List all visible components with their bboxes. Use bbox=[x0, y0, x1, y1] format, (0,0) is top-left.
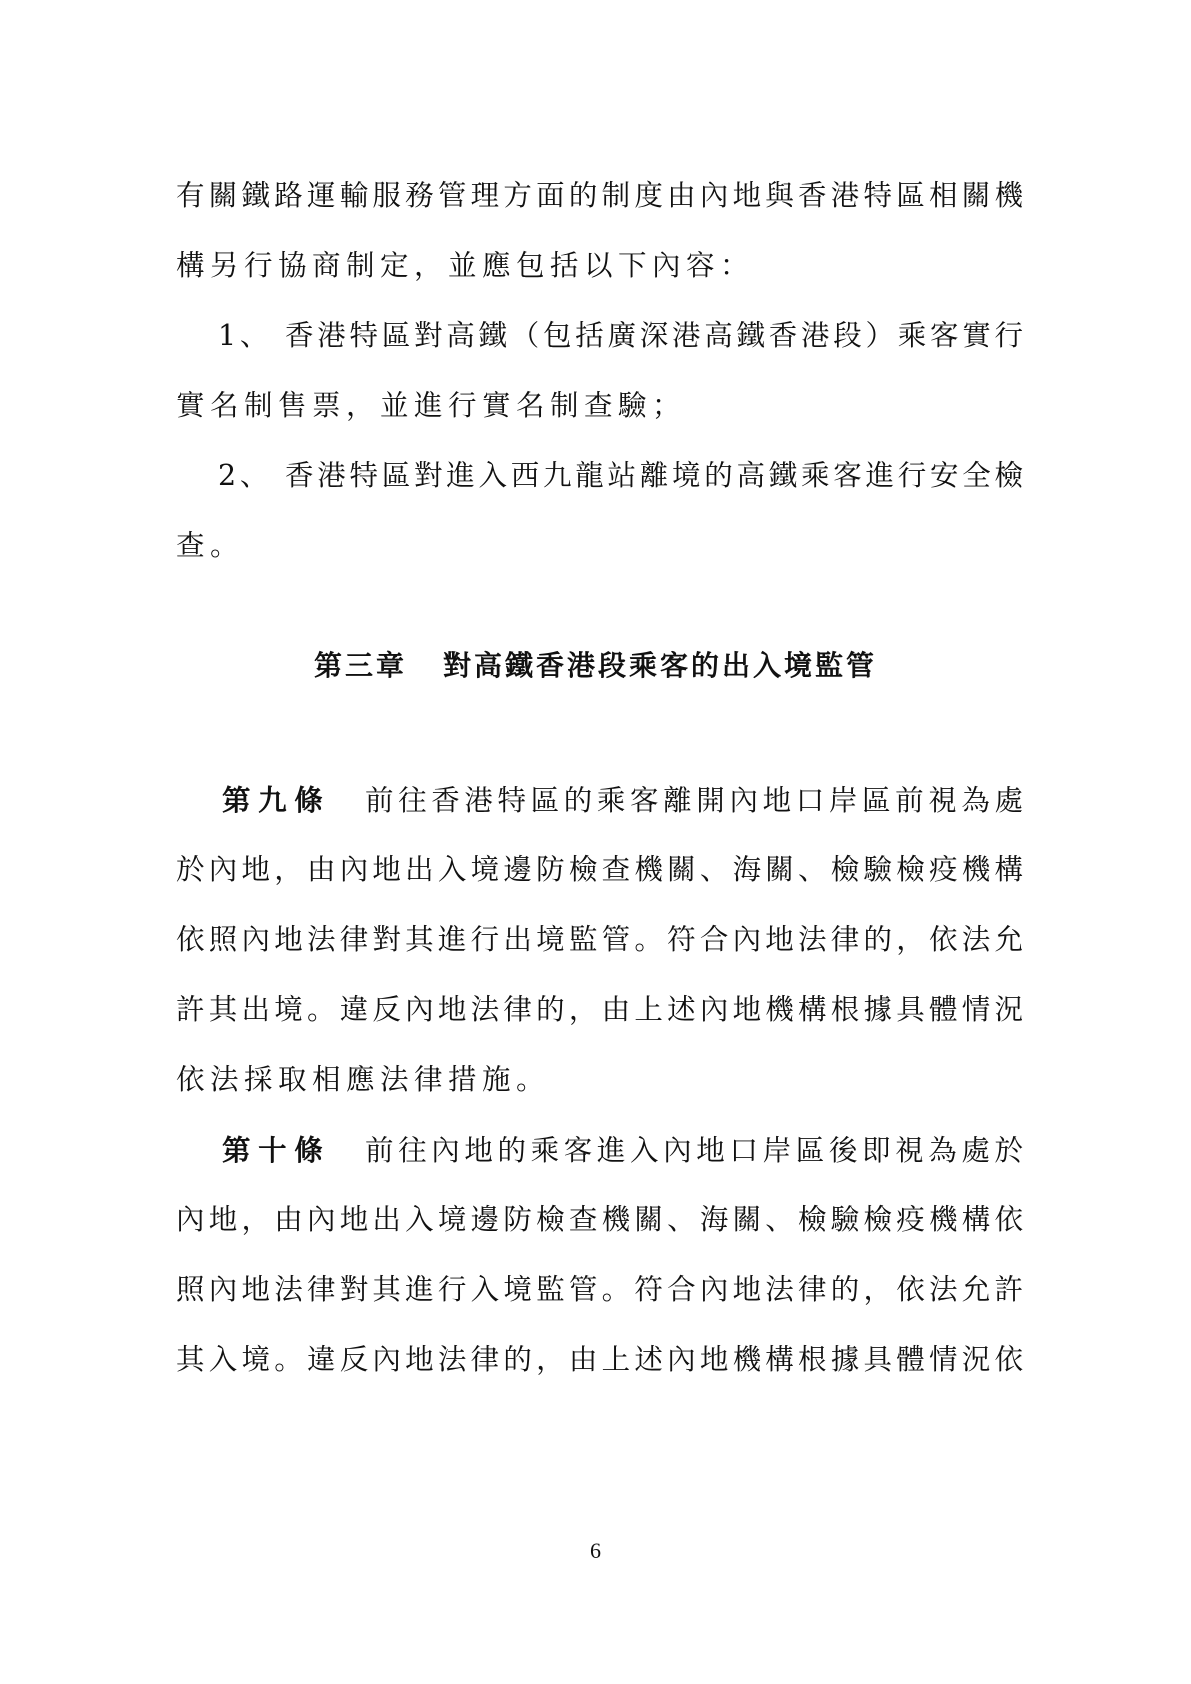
text-line: 構另行協商制定，並應包括以下內容： bbox=[176, 249, 755, 282]
text-line: 內地，由內地出入境邊防檢查機關、海關、檢驗檢疫機構依 bbox=[176, 1203, 1023, 1236]
article-10-first-line bbox=[222, 1120, 1023, 1180]
chapter-title: 對高鐵香港段乘客的出入境監管 bbox=[443, 649, 878, 682]
text-line: 照內地法律對其進行入境監管。符合內地法律的，依法允許 bbox=[176, 1273, 1023, 1306]
list-item-2: 2、 香港特區對進入西九龍站離境的高鐵乘客進行安全檢 bbox=[218, 459, 1023, 492]
page-number: 6 bbox=[590, 1538, 601, 1563]
article-10-label: 第十條 bbox=[222, 1133, 331, 1167]
article-9-first-line bbox=[222, 770, 1023, 830]
text-line: 依法採取相應法律措施。 bbox=[176, 1063, 551, 1096]
text-line: 許其出境。違反內地法律的，由上述內地機構根據具體情況 bbox=[176, 993, 1023, 1026]
chapter-label: 第三章 bbox=[313, 649, 407, 682]
list-item-2-continuation: 查。 bbox=[176, 529, 245, 562]
chapter-heading bbox=[0, 636, 1191, 696]
article-9-text: 前往香港特區的乘客離開內地口岸區前視為處 bbox=[360, 784, 1023, 817]
list-item-1: 1、 香港特區對高鐵（包括廣深港高鐵香港段）乘客實行 bbox=[218, 319, 1023, 352]
article-10-text: 前往內地的乘客進入內地口岸區後即視為處於 bbox=[360, 1134, 1023, 1167]
article-9-label: 第九條 bbox=[222, 783, 331, 817]
text-line: 其入境。違反內地法律的，由上述內地機構根據具體情況依 bbox=[176, 1343, 1023, 1376]
text-line: 於內地，由內地出入境邊防檢查機關、海關、檢驗檢疫機構 bbox=[176, 853, 1023, 886]
text-line: 有關鐵路運輸服務管理方面的制度由內地與香港特區相關機 bbox=[176, 179, 1023, 212]
text-line: 依照內地法律對其進行出境監管。符合內地法律的，依法允 bbox=[176, 923, 1023, 956]
list-item-1-continuation: 實名制售票，並進行實名制查驗； bbox=[176, 389, 687, 422]
